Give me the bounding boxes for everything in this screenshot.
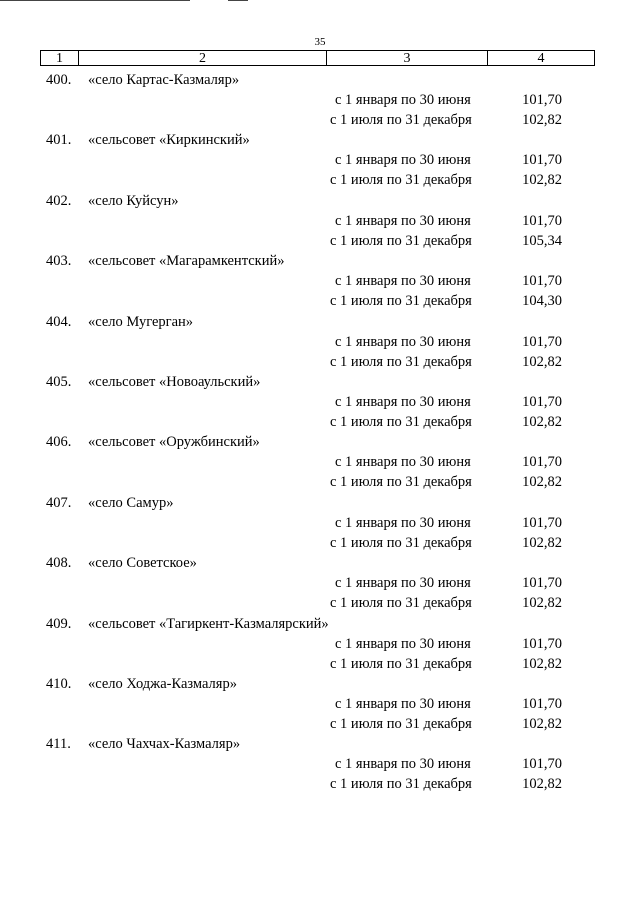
period-first-half: с 1 января по 30 июня [335,92,471,108]
table-row [0,495,640,555]
settlement-name: «село Мугерган» [88,313,194,330]
rate-second-half: 105,34 [522,232,562,249]
table-row [0,193,640,253]
column-header-1: 1 [41,51,79,65]
page-number: 35 [314,36,326,48]
rate-second-half: 102,82 [522,353,562,370]
period-first-half: с 1 января по 30 июня [335,514,471,531]
rate-first-half: 101,70 [522,695,562,712]
settlement-name: «село Самур» [88,494,174,511]
table-header [40,50,595,66]
rate-first-half: 101,70 [522,514,562,531]
period-second-half: с 1 июля по 31 декабря [330,353,472,370]
settlement-name: «село Куйсун» [88,192,179,209]
table-row [0,132,640,192]
rate-second-half: 102,82 [522,172,562,189]
row-number: 405. [46,373,72,390]
row-number: 410. [46,675,72,692]
period-second-half: с 1 июля по 31 декабря [330,655,472,672]
period-second-half: с 1 июля по 31 декабря [330,172,472,189]
settlement-name: «село Ходжа-Казмаляр» [88,675,237,692]
table-row [0,616,640,676]
rate-second-half: 102,82 [522,112,562,128]
rate-first-half: 101,70 [522,212,562,229]
rate-second-half: 102,82 [522,655,562,672]
column-header-4: 4 [537,51,545,66]
row-number: 403. [46,253,72,270]
rate-second-half: 102,82 [522,534,562,551]
settlement-name: «сельсовет «Магарамкентский» [88,253,285,270]
rate-first-half: 101,70 [522,152,562,169]
rate-first-half: 101,70 [522,273,562,290]
period-first-half: с 1 января по 30 июня [335,575,471,592]
period-first-half: с 1 января по 30 июня [335,152,471,169]
period-first-half: с 1 января по 30 июня [335,635,471,652]
period-first-half: с 1 января по 30 июня [335,212,471,229]
period-second-half: с 1 июля по 31 декабря [330,715,472,732]
row-number: 404. [46,313,72,330]
period-second-half: с 1 июля по 31 декабря [330,534,472,551]
period-first-half: с 1 января по 30 июня [335,454,471,471]
rate-second-half: 102,82 [522,413,562,430]
table-row [0,314,640,374]
table-row [0,72,640,132]
table-row [0,736,640,796]
scan-edge-line-right [228,0,248,1]
period-first-half: с 1 января по 30 июня [335,273,471,290]
column-header-2: 2 [79,51,327,65]
rate-second-half: 104,30 [522,293,562,310]
settlement-name: «село Картас-Казмаляр» [88,72,240,88]
period-first-half: с 1 января по 30 июня [335,333,471,350]
settlement-name: «сельсовет «Новоаульский» [88,373,261,390]
period-second-half: с 1 июля по 31 декабря [330,232,472,249]
rate-first-half: 101,70 [522,393,562,410]
settlement-name: «село Чахчах-Казмаляр» [88,736,241,753]
rate-first-half: 101,70 [522,756,562,773]
row-number: 400. [46,72,72,88]
rate-second-half: 102,82 [522,776,562,793]
table-row [0,555,640,615]
table-row [0,434,640,494]
scan-edge-line-left [0,0,190,1]
row-number: 408. [46,555,72,572]
table-row [0,253,640,313]
rate-first-half: 101,70 [522,454,562,471]
rate-first-half: 101,70 [522,635,562,652]
row-number: 402. [46,192,72,209]
period-first-half: с 1 января по 30 июня [335,756,471,773]
row-number: 409. [46,615,72,632]
table-body [0,72,640,797]
period-first-half: с 1 января по 30 июня [335,393,471,410]
table-row [0,676,640,736]
settlement-name: «село Советское» [88,555,197,572]
rate-first-half: 101,70 [522,92,562,108]
column-header-3: 3 [327,51,488,65]
rate-first-half: 101,70 [522,575,562,592]
row-number: 407. [46,494,72,511]
settlement-name: «сельсовет «Киркинский» [88,132,250,149]
settlement-name: «сельсовет «Тагиркент-Казмалярский» [88,615,329,632]
row-number: 401. [46,132,72,149]
rate-second-half: 102,82 [522,474,562,491]
row-number: 411. [46,736,71,753]
rate-second-half: 102,82 [522,715,562,732]
period-second-half: с 1 июля по 31 декабря [330,474,472,491]
period-second-half: с 1 июля по 31 декабря [330,595,472,612]
period-second-half: с 1 июля по 31 декабря [330,112,472,128]
table-row [0,374,640,434]
period-second-half: с 1 июля по 31 декабря [330,413,472,430]
rate-second-half: 102,82 [522,595,562,612]
period-first-half: с 1 января по 30 июня [335,695,471,712]
period-second-half: с 1 июля по 31 декабря [330,776,472,793]
settlement-name: «сельсовет «Оружбинский» [88,434,260,451]
row-number: 406. [46,434,72,451]
rate-first-half: 101,70 [522,333,562,350]
period-second-half: с 1 июля по 31 декабря [330,293,472,310]
